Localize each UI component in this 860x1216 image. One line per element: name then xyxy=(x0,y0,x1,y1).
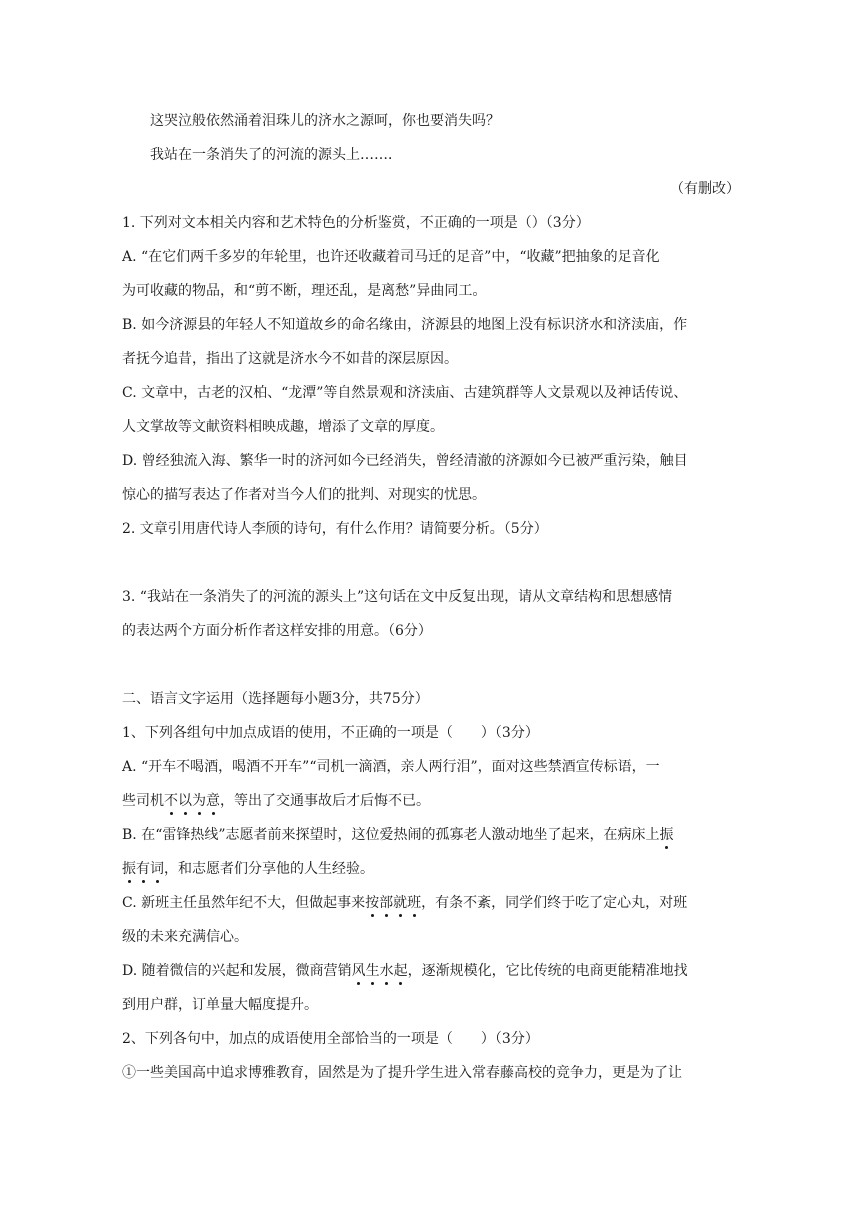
answer-space xyxy=(122,546,742,580)
question-stem: 3. “我站在一条消失了的河流的源头上”这句话在文中反复出现，请从文章结构和思想感情 xyxy=(122,589,673,605)
dotted-idiom-char: 不 xyxy=(164,784,178,818)
text-segment: 些司机 xyxy=(122,793,164,809)
document-page xyxy=(122,104,742,1090)
option-a-cont: 为可收藏的物品，和“剪不断，理还乱，是离愁”异曲同工。 xyxy=(122,283,487,299)
section-heading: 二、语言文字运用（选择题每小题3分，共75分） xyxy=(122,691,429,707)
passage-line: 我站在一条消失了的河流的源头上……． xyxy=(150,147,402,163)
text-segment: C. 新班主任虽然年纪不大，但做起事来 xyxy=(122,895,366,911)
dotted-idiom-char: 班 xyxy=(407,886,421,920)
dotted-idiom-char: 词 xyxy=(150,852,164,886)
dotted-idiom-char: 起 xyxy=(394,954,408,988)
question-stem: 1. 下列对文本相关内容和艺术特色的分析鉴赏，不正确的一项是（）（3分） xyxy=(122,215,590,231)
source-note: （有删改） xyxy=(670,181,740,197)
question-stem-cont: 的表达两个方面分析作者这样安排的用意。（6分） xyxy=(122,623,432,639)
dotted-idiom-char: 按 xyxy=(365,886,379,920)
option-d-cont: 惊心的描写表达了作者对当今人们的批判、对现实的忧思。 xyxy=(122,487,486,503)
option-b xyxy=(122,818,742,852)
dotted-idiom-char: 振 xyxy=(660,818,674,852)
option-d xyxy=(122,954,742,988)
dotted-idiom-char: 部 xyxy=(379,886,393,920)
option-d: D. 曾经独流入海、繁华一时的济河如今已经消失，曾经清澈的济源如今已被严重污染，触目 xyxy=(122,453,688,469)
text-segment: D. 随着微信的兴起和发展，微商营销 xyxy=(122,963,352,979)
dotted-idiom-char: 意 xyxy=(206,784,220,818)
option-b-cont xyxy=(122,852,742,886)
answer-space xyxy=(122,648,742,682)
option-c-cont: 人文掌故等文献资料相映成趣，增添了文章的厚度。 xyxy=(122,419,444,435)
text-segment: ，等出了交通事故后才后悔不已。 xyxy=(220,793,430,809)
option-b-cont: 者抚今追昔，指出了这就是济水今不如昔的深层原因。 xyxy=(122,351,458,367)
option-c xyxy=(122,886,742,920)
option-d-cont: 到用户群，订单量大幅度提升。 xyxy=(122,997,318,1013)
dotted-idiom-char: 以 xyxy=(178,784,192,818)
option-c-cont: 级的未来充满信心。 xyxy=(122,929,248,945)
dotted-idiom-char: 风 xyxy=(352,954,366,988)
option-a-cont xyxy=(122,784,742,818)
passage-line: 这哭泣般依然涌着泪珠儿的济水之源呵，你也要消失吗？ xyxy=(150,113,500,129)
dotted-idiom-char: 生 xyxy=(366,954,380,988)
question-stem: 1、下列各组句中加点成语的使用，不正确的一项是（ ）（3分） xyxy=(122,725,539,741)
dotted-idiom-char: 水 xyxy=(380,954,394,988)
text-segment: ，逐渐规模化，它比传统的电商更能精准地找 xyxy=(407,963,688,979)
question-stem: 2. 文章引用唐代诗人李颀的诗句，有什么作用？请简要分析。（5分） xyxy=(122,521,548,537)
question-item: ①一些美国高中追求博雅教育，固然是为了提升学生进入常春藤高校的竞争力，更是为了让 xyxy=(122,1065,682,1081)
text-segment: ，有条不紊，同学们终于吃了定心丸，对班 xyxy=(421,895,688,911)
dotted-idiom-char: 为 xyxy=(192,784,206,818)
text-segment: ，和志愿者们分享他的人生经验。 xyxy=(164,861,374,877)
text-segment: B. 在“雷锋热线”志愿者前来探望时，这位爱热闹的孤寡老人激动地坐了起来，在病床上 xyxy=(122,827,660,843)
dotted-idiom-char: 有 xyxy=(136,852,150,886)
option-a: A. “开车不喝酒，喝酒不开车”“司机一滴酒，亲人两行泪”，面对这些禁酒宣传标语，一 xyxy=(122,759,660,775)
question-stem: 2、下列各句中，加点的成语使用全部恰当的一项是（ ）（3分） xyxy=(122,1031,539,1047)
option-a: A. “在它们两千多岁的年轮里，也许还收藏着司马迁的足音”中，“收藏”把抽象的足音化 xyxy=(122,249,660,265)
dotted-idiom-char: 就 xyxy=(393,886,407,920)
dotted-idiom-char: 振 xyxy=(122,852,136,886)
option-b: B. 如今济源县的年轻人不知道故乡的命名缘由，济源县的地图上没有标识济水和济渎庙，作 xyxy=(122,317,688,333)
option-c: C. 文章中，古老的汉柏、“龙潭”等自然景观和济渎庙、古建筑群等人文景观以及神话传说、 xyxy=(122,385,688,401)
